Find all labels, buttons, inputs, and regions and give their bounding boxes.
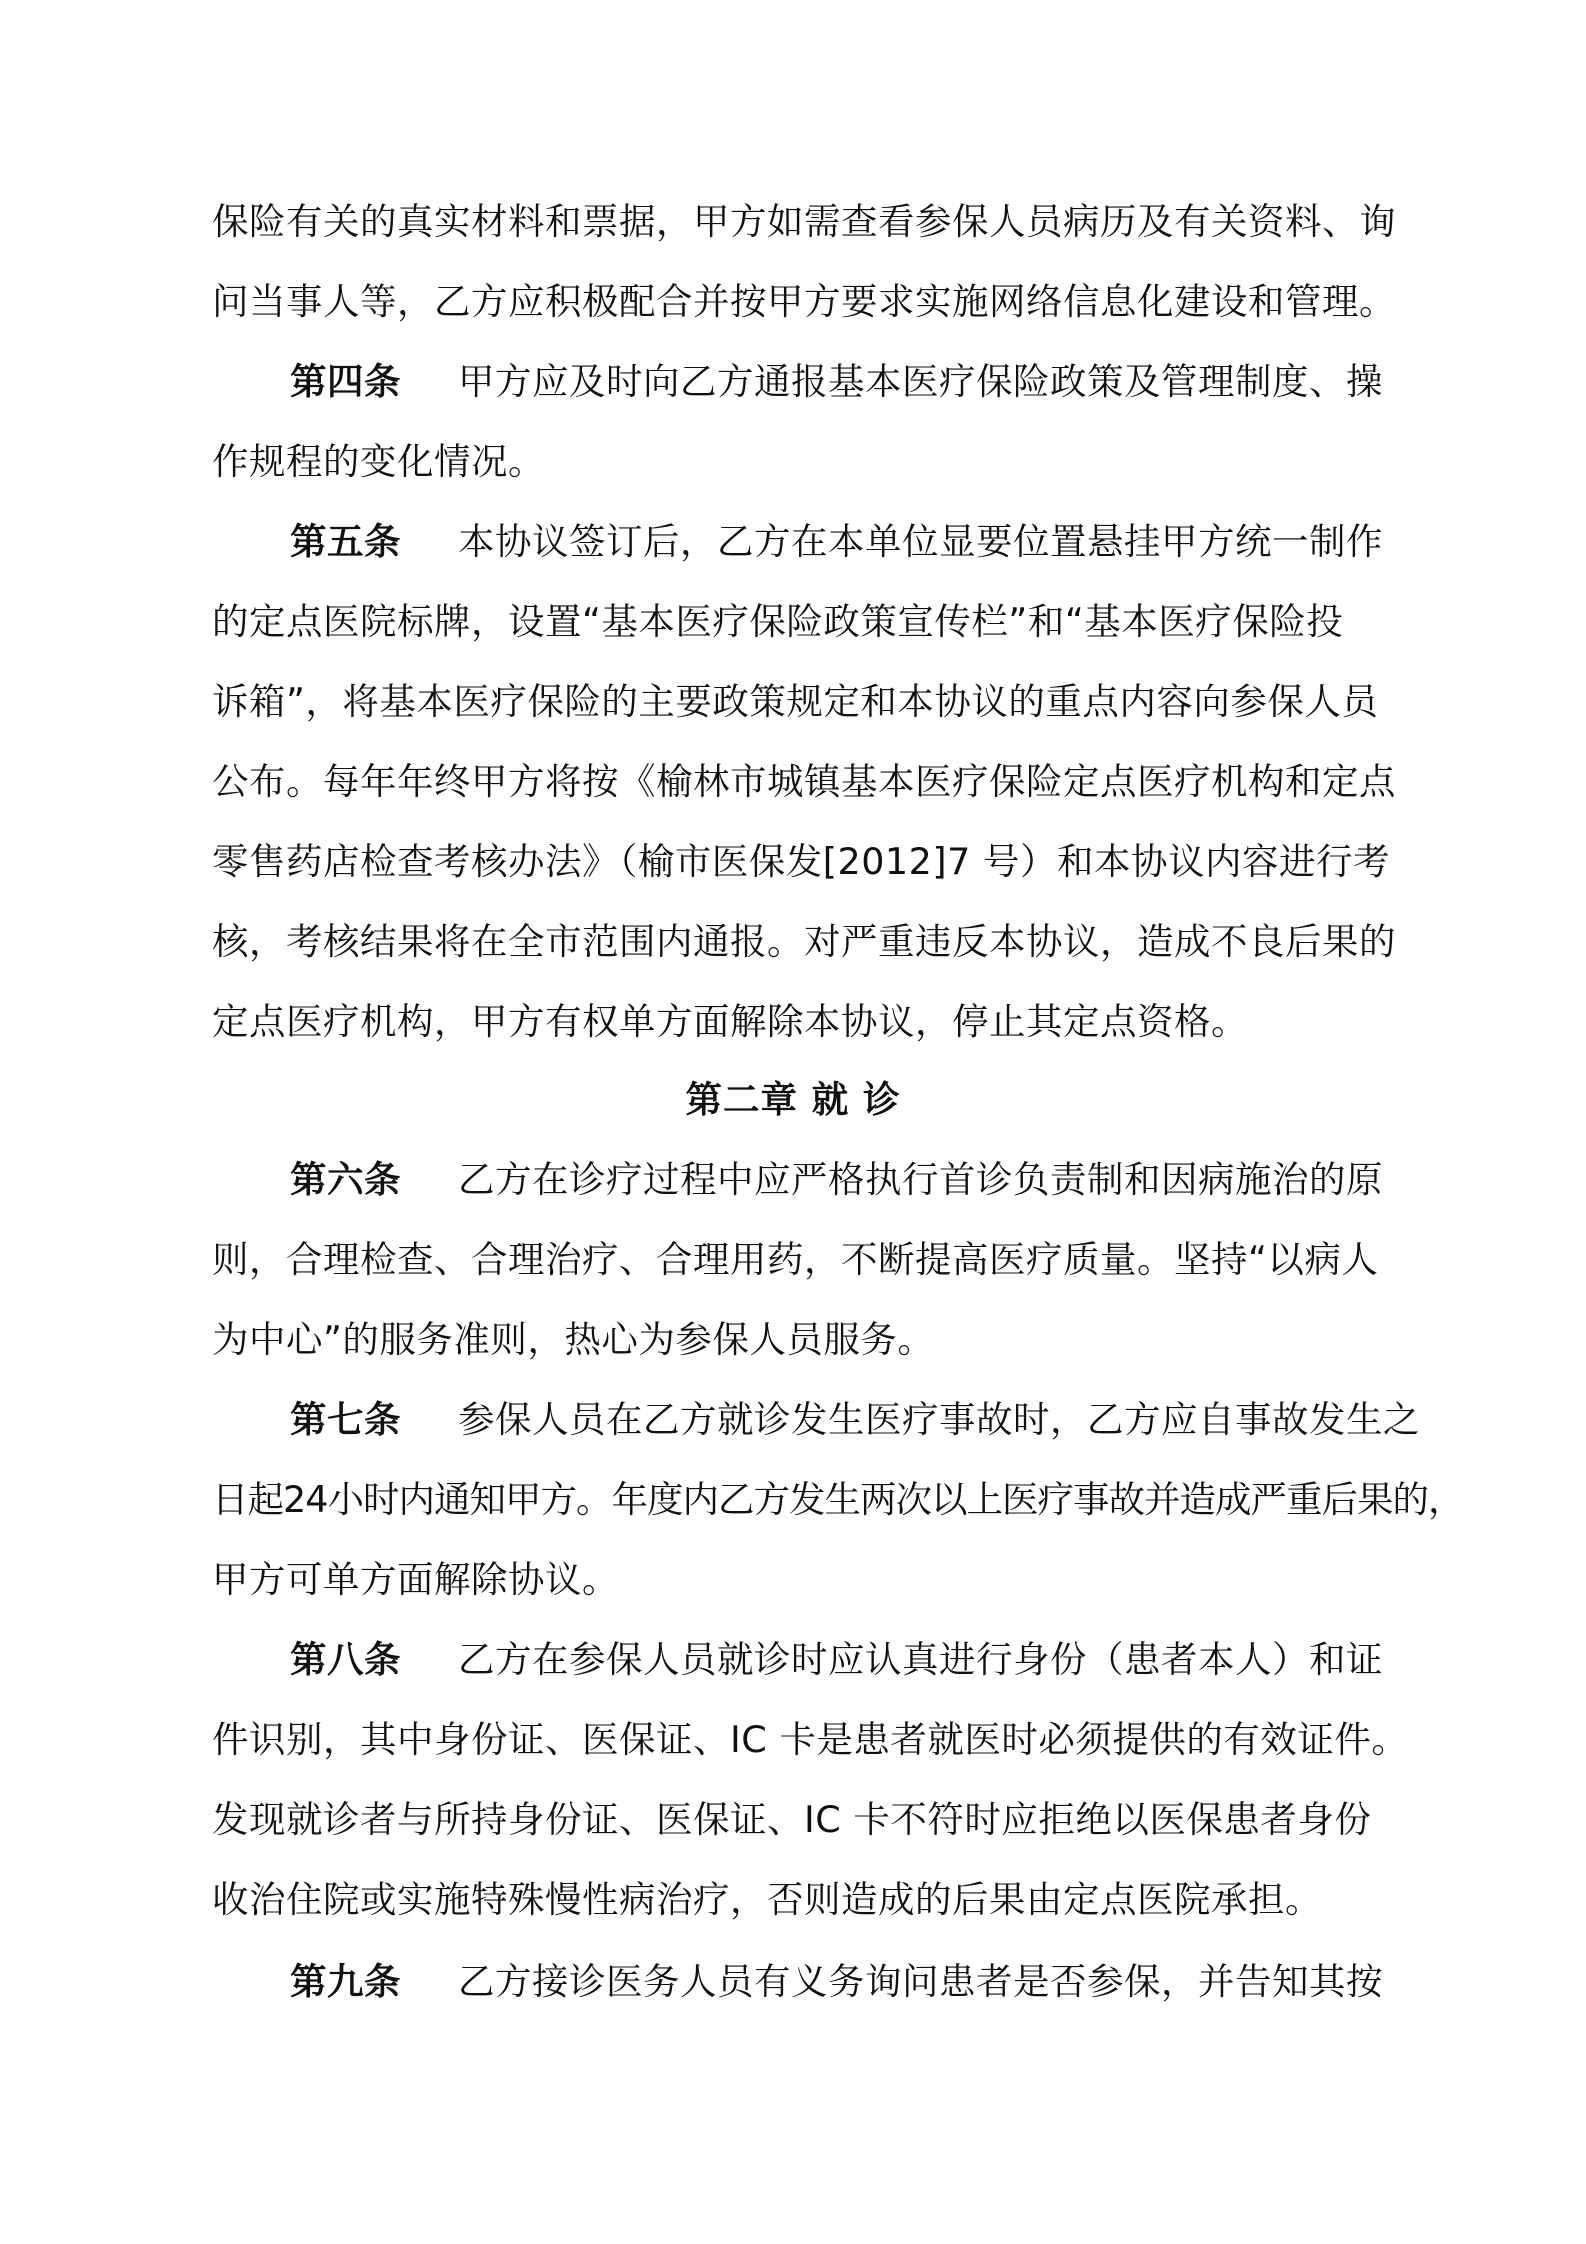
article-label: 第九条 (290, 1960, 401, 2003)
text-line: 则，合理检查、合理治疗、合理用药，不断提高医疗质量。坚持“以病人 (212, 1238, 1379, 1281)
article-8 (290, 1636, 1392, 1684)
article-7 (290, 1396, 1420, 1444)
text-line: 核，考核结果将在全市范围内通报。对严重违反本协议，造成不良后果的 (212, 920, 1396, 963)
article-label: 第四条 (290, 360, 401, 403)
article-4 (290, 358, 1392, 406)
text-line: 公布。每年年终甲方将按《榆林市城镇基本医疗保险定点医疗机构和定点 (212, 760, 1396, 803)
text-line: 发现就诊者与所持身份证、医保证、IC 卡不符时应拒绝以医保患者身份 (212, 1798, 1372, 1841)
text-line: 的定点医院标牌，设置“基本医疗保险政策宣传栏”和“基本医疗保险投 (212, 600, 1344, 643)
text-line: 诉箱”，将基本医疗保险的主要政策规定和本协议的重点内容向参保人员 (212, 680, 1379, 723)
text-line: 甲方可单方面解除协议。 (212, 1558, 619, 1601)
article-5 (290, 518, 1392, 566)
article-6 (290, 1156, 1392, 1204)
article-text: 参保人员在乙方就诊发生医疗事故时，乙方应自事故发生之 (458, 1398, 1420, 1441)
article-text: 本协议签订后，乙方在本单位显要位置悬挂甲方统一制作 (458, 520, 1383, 563)
article-label: 第八条 (290, 1638, 401, 1681)
article-label: 第七条 (290, 1398, 401, 1441)
text-line: 收治住院或实施特殊慢性病治疗，否则造成的后果由定点医院承担。 (212, 1878, 1322, 1921)
text-line: 定点医疗机构，甲方有权单方面解除本协议，停止其定点资格。 (212, 1000, 1248, 1043)
text-line: 零售药店检查考核办法》（榆市医保发[2012]7 号）和本协议内容进行考 (212, 840, 1390, 883)
article-label: 第六条 (290, 1158, 401, 1201)
article-text: 乙方接诊医务人员有义务询问患者是否参保，并告知其按 (458, 1960, 1383, 2003)
text-line: 问当事人等，乙方应积极配合并按甲方要求实施网络信息化建设和管理。 (212, 280, 1396, 323)
article-9 (290, 1958, 1392, 2006)
text-line: 为中心”的服务准则，热心为参保人员服务。 (212, 1318, 935, 1361)
article-text: 甲方应及时向乙方通报基本医疗保险政策及管理制度、操 (458, 360, 1383, 403)
text-line: 保险有关的真实材料和票据，甲方如需查看参保人员病历及有关资料、询 (212, 200, 1396, 243)
article-label: 第五条 (290, 520, 401, 563)
text-line: 日起24小时内通知甲方。年度内乙方发生两次以上医疗事故并造成严重后果的， (212, 1478, 1464, 1521)
text-line: 作规程的变化情况。 (212, 440, 545, 483)
text-line: 件识别，其中身份证、医保证、IC 卡是患者就医时必须提供的有效证件。 (212, 1718, 1409, 1761)
article-text: 乙方在参保人员就诊时应认真进行身份（患者本人）和证 (458, 1638, 1383, 1681)
chapter-heading: 第二章 就 诊 (685, 1078, 901, 1121)
article-text: 乙方在诊疗过程中应严格执行首诊负责制和因病施治的原 (458, 1158, 1383, 1201)
